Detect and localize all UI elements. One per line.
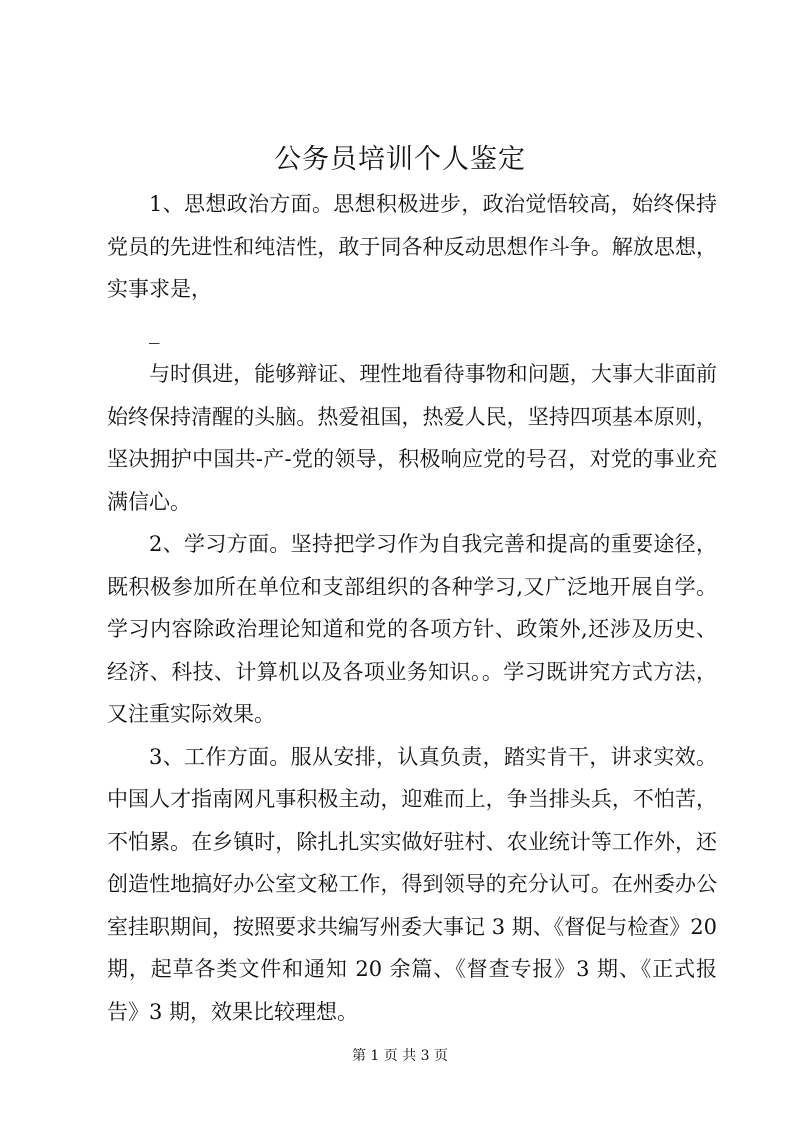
- document-title: 公务员培训个人鉴定: [274, 144, 526, 175]
- document-body: [107, 183, 717, 1033]
- paragraph-work: 3、工作方面。服从安排，认真负责，踏实肯干，讲求实效。中国人才指南网凡事积极主动，迎难而上，争当排头兵，不怕苦，不怕累。在乡镇时，除扎扎实实做好驻村、农业统计等工作外，还创造性地搞好办公室文秘工作，得到领导的充分认可。在州委办公室挂职期间，按照要求共编写州委大事记 3 期、《督促与检查》20 期，起草各类文件和通知 20 余篇、《督查专报》3 期、《正式报告》3 期，效果比较理想。: [107, 744, 717, 1024]
- page-footer: 第 1 页 共 3 页: [351, 1048, 449, 1064]
- paragraph-politics-continued: 与时俱进，能够辩证、理性地看待事物和问题，大事大非面前始终保持清醒的头脑。热爱祖国，热爱人民，坚持四项基本原则，坚决拥护中国共-产-党的领导，积极响应党的号召，对党的事业充满信心。: [107, 362, 717, 514]
- paragraph-study: 2、学习方面。坚持把学习作为自我完善和提高的重要途径，既积极参加所在单位和支部组织的各种学习,又广泛地开展自学。学习内容除政治理论知道和党的各项方针、政策外,还涉及历史、经济、科技、计算机以及各项业务知识。。学习既讲究方式方法，又注重实际效果。: [107, 532, 717, 726]
- paragraph-separator: _: [149, 319, 160, 344]
- paragraph-politics: 1、思想政治方面。思想积极进步，政治觉悟较高，始终保持党员的先进性和纯洁性，敢于同各种反动思想作斗争。解放思想，实事求是，: [107, 192, 717, 301]
